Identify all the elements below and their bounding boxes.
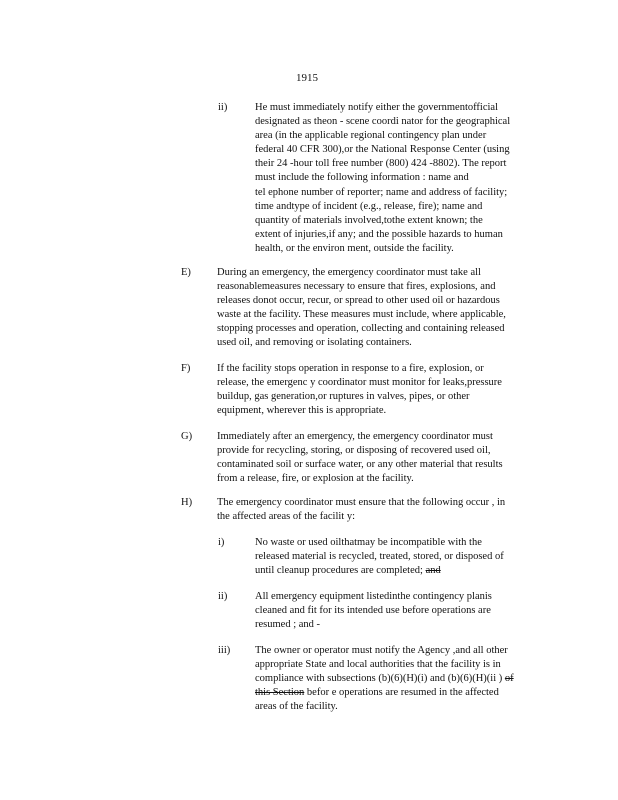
item-marker: F) <box>181 363 191 374</box>
text-line: release, the emergenc y coordinator must monitor for leaks,pressure <box>217 377 502 389</box>
text-line: During an emergency, the emergency coordinator must take all <box>217 267 481 278</box>
text-line <box>255 686 540 700</box>
text-line: quantity of materials involved,tothe extent known; the <box>255 214 483 226</box>
text-segment: compliance with subsections (b)(6)(H)(i) and (b)(6)(H)(ii ) <box>255 673 503 685</box>
struck-text: and <box>425 565 441 577</box>
text-line: health, or the environ ment, outside the facility. <box>255 242 454 254</box>
text-line: waste at the facility. These measures must include, where applicable, <box>217 309 506 321</box>
text-line <box>255 564 540 578</box>
text-line: resumed ; and - <box>255 619 321 631</box>
text-segment: until cleanup procedures are completed; <box>255 565 423 577</box>
text-line: areas of the facility. <box>255 701 338 713</box>
text-line: the affected areas of the facilit y: <box>217 511 355 523</box>
text-line: must include the following information : name and <box>255 172 469 184</box>
text-line: The emergency coordinator must ensure that the following occur , in <box>217 497 506 508</box>
item-text <box>217 362 540 418</box>
struck-text: of <box>504 673 514 685</box>
text-line: provide for recycling, storing, or disposing of recovered used oil, <box>217 445 491 457</box>
item-text <box>217 430 540 486</box>
text-line: tel ephone number of reporter; name and address of facility; <box>255 186 508 198</box>
text-line: releases donot occur, recur, or spread to other used oil or hazardous <box>217 295 500 307</box>
item-text <box>217 496 540 524</box>
text-line: their 24 -hour toll free number (800) 424 -8802). The report <box>255 158 507 170</box>
item-text <box>255 101 540 256</box>
text-line: equipment, wherever this is appropriate. <box>217 405 387 417</box>
text-line: All emergency equipment listedinthe contingency planis <box>255 591 492 602</box>
item-text <box>255 536 540 578</box>
item-marker: i) <box>218 537 225 548</box>
text-line: reasonablemeasures necessary to ensure that fires, explosions, and <box>217 281 496 293</box>
text-line: He must immediately notify either the governmentofficial <box>255 102 498 113</box>
item-marker: H) <box>181 497 193 508</box>
item-marker: iii) <box>218 645 231 656</box>
text-line: used oil, and removing or isolating containers. <box>217 337 412 349</box>
text-line: stopping processes and operation, collecting and containing released <box>217 323 505 335</box>
text-line: designated as theon - scene coordi nator for the geographical <box>255 116 511 128</box>
item-text <box>255 644 540 714</box>
item-marker: E) <box>181 267 191 278</box>
struck-text: this Section <box>255 687 305 699</box>
text-segment: befor e operations are resumed in the affected <box>306 687 499 699</box>
item-text <box>255 590 540 632</box>
text-line: appropriate State and local authorities that the facility is in <box>255 659 501 671</box>
text-line: buildup, gas generation,or ruptures in valves, pipes, or other <box>217 391 470 403</box>
item-text <box>217 266 540 351</box>
text-line: federal 40 CFR 300),or the National Response Center (using <box>255 144 510 156</box>
item-marker: G) <box>181 431 193 442</box>
item-marker: ii) <box>218 591 228 602</box>
text-line: contaminated soil or surface water, or any other material that results <box>217 459 503 471</box>
text-line: from a release, fire, or explosion at the facility. <box>217 473 414 485</box>
text-line: No waste or used oilthatmay be incompatible with the <box>255 537 482 548</box>
text-line: If the facility stops operation in response to a fire, explosion, or <box>217 363 484 374</box>
page-number: 1915 <box>296 72 318 84</box>
text-line: Immediately after an emergency, the emergency coordinator must <box>217 431 493 442</box>
text-line <box>255 672 540 686</box>
text-line: time andtype of incident (e.g., release, fire); name and <box>255 200 483 212</box>
text-line: released material is recycled, treated, stored, or disposed of <box>255 551 504 563</box>
text-line: cleaned and fit for its intended use before operations are <box>255 605 491 617</box>
text-line: area (in the applicable regional contingency plan under <box>255 130 487 142</box>
text-line: The owner or operator must notify the Agency ,and all other <box>255 645 508 656</box>
text-line: extent of injuries,if any; and the possible hazards to human <box>255 228 503 240</box>
item-marker: ii) <box>218 102 228 113</box>
